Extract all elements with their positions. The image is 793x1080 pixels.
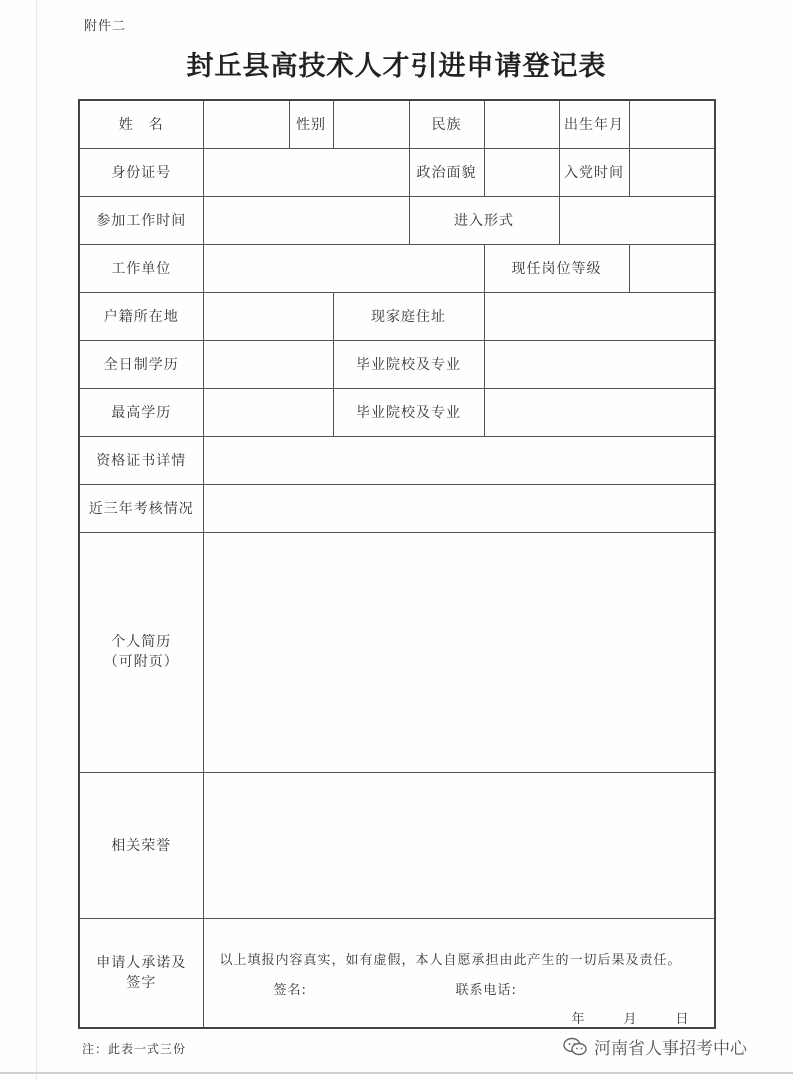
page-title: 封丘县高技术人才引进申请登记表 [186,51,607,82]
household-registration-label: 户籍所在地 [79,292,203,340]
resume-label [79,532,203,772]
id-number-label: 身份证号 [79,148,203,196]
work-start-time-input-cell[interactable] [203,196,409,244]
fulltime-education-label: 全日制学历 [79,340,203,388]
pledge-label-line2: 签字 [126,974,157,991]
footnote: 注：此表一式三份 [82,1042,187,1056]
form-row [79,436,715,484]
pledge-statement: 以上填报内容真实，如有虚假，本人自愿承担由此产生的一切后果及责任。 [219,952,682,968]
form-row [79,918,715,1028]
watermark [562,1034,747,1059]
gender-label: 性别 [289,100,333,148]
date-month-label: 月 [623,1011,638,1027]
pledge-label [79,918,203,1028]
entry-form-input-cell[interactable] [559,196,715,244]
form-row [79,388,715,436]
political-status-label: 政治面貌 [409,148,484,196]
highest-education-label: 最高学历 [79,388,203,436]
name-input-cell[interactable] [203,100,289,148]
political-status-input-cell[interactable] [484,148,559,196]
fulltime-education-input-cell[interactable] [203,340,333,388]
form-row [79,484,715,532]
graduate-school-major-label: 毕业院校及专业 [333,388,484,436]
ethnicity-input-cell[interactable] [484,100,559,148]
date-year-label: 年 [571,1011,586,1027]
work-unit-label: 工作单位 [79,244,203,292]
current-address-input-cell[interactable] [484,292,715,340]
highest-education-input-cell[interactable] [203,388,333,436]
watermark-text: 河南省人事招考中心 [594,1039,747,1059]
resume-label-line2: （可附页） [103,654,179,670]
birth-label: 出生年月 [559,100,629,148]
graduate-school-major-input-cell[interactable] [484,388,715,436]
birth-input-cell[interactable] [629,100,715,148]
household-registration-input-cell[interactable] [203,292,333,340]
party-join-time-label: 入党时间 [559,148,629,196]
certificates-input-cell[interactable] [203,436,715,484]
signature-label: 签名: [273,982,307,998]
name-label: 姓 名 [79,100,203,148]
registration-form-table [78,99,716,1029]
work-start-time-label: 参加工作时间 [79,196,203,244]
assessment-input-cell[interactable] [203,484,715,532]
ethnicity-label: 民族 [409,100,484,148]
graduate-school-major-input-cell[interactable] [484,340,715,388]
entry-form-label: 进入形式 [409,196,559,244]
scan-bottom-line [0,1072,793,1074]
honors-label: 相关荣誉 [79,772,203,918]
id-number-input-cell[interactable] [203,148,409,196]
form-row [79,772,715,918]
scan-edge-line [36,0,37,1080]
current-address-label: 现家庭住址 [333,292,484,340]
form-row [79,244,715,292]
attachment-label: 附件二 [84,19,127,34]
current-position-level-label: 现任岗位等级 [484,244,629,292]
resume-label-line1: 个人简历 [111,634,172,650]
pledge-cell[interactable] [203,918,715,1028]
honors-input-cell[interactable] [203,772,715,918]
wechat-icon [562,1036,588,1058]
gender-input-cell[interactable] [333,100,409,148]
work-unit-input-cell[interactable] [203,244,484,292]
form-row [79,148,715,196]
phone-label: 联系电话: [455,982,517,998]
resume-input-cell[interactable] [203,532,715,772]
current-position-level-input-cell[interactable] [629,244,715,292]
certificates-label: 资格证书详情 [79,436,203,484]
form-row [79,292,715,340]
pledge-label-line1: 申请人承诺及 [96,954,187,971]
date-day-label: 日 [675,1011,690,1027]
form-row [79,532,715,772]
form-row [79,196,715,244]
form-row [79,340,715,388]
assessment-label: 近三年考核情况 [79,484,203,532]
form-row [79,100,715,148]
graduate-school-major-label: 毕业院校及专业 [333,340,484,388]
party-join-time-input-cell[interactable] [629,148,715,196]
